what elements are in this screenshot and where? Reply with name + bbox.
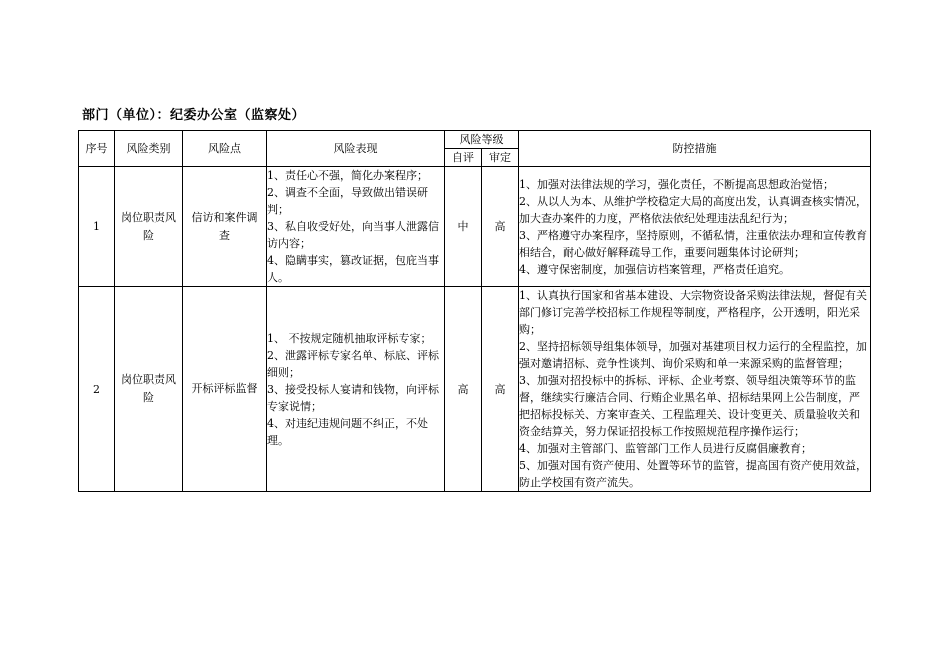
manifestation-item: 3、接受投标人宴请和钱物，向评标专家说情； xyxy=(267,382,439,413)
row-manifestation xyxy=(267,167,445,287)
measure-item: 2、从以人为本、从维护学校稳定大局的高度出发，认真调查核实情况，加大查办案件的力度，严格依法依纪处理违法乱纪行为； xyxy=(519,194,867,225)
measure-item: 1、认真执行国家和省基本建设、大宗物资设备采购法律法规，督促有关部门修订完善学校招标工作规程等制度，严格程序，公开透明，阳光采购； xyxy=(519,289,867,336)
row-point xyxy=(183,287,267,492)
measure-item: 4、遵守保密制度，加强信访档案管理，严格责任追究。 xyxy=(519,262,790,276)
row-seq: 2 xyxy=(79,287,115,492)
row-measures xyxy=(519,167,871,287)
row-manifestation xyxy=(267,287,445,492)
header-self-eval: 自评 xyxy=(445,149,482,167)
manifestation-item: 3、私自收受好处，向当事人泄露信访内容； xyxy=(267,220,439,250)
row-category xyxy=(115,287,183,492)
row-review: 高 xyxy=(482,287,519,492)
measure-item: 3、严格遵守办案程序，坚持原则，不循私情，注重依法办理和宣传教育相结合，耐心做好解释疏导工作，重要问题集体讨论研判； xyxy=(519,228,867,259)
header-manifestation: 风险表现 xyxy=(267,131,445,167)
row-review: 高 xyxy=(482,167,519,287)
row-category xyxy=(115,167,183,287)
header-review: 审定 xyxy=(482,149,519,167)
manifestation-item: 4、隐瞒事实，篡改证据，包庇当事人。 xyxy=(267,254,439,284)
header-point: 风险点 xyxy=(183,131,267,167)
row-point-text: 信访和案件调查 xyxy=(191,210,258,242)
row-self-eval: 中 xyxy=(445,167,482,287)
row-self-eval: 高 xyxy=(445,287,482,492)
measure-item: 1、加强对法律法规的学习，强化责任，不断提高思想政治觉悟； xyxy=(519,177,834,191)
manifestation-item: 1、 不按规定随机抽取评标专家； xyxy=(267,331,432,345)
header-category: 风险类别 xyxy=(115,131,183,167)
manifestation-item: 2、泄露评标专家名单、标底、评标细则； xyxy=(267,348,439,379)
manifestation-item: 1、责任心不强，简化办案程序； xyxy=(267,169,428,182)
table-row xyxy=(79,287,871,492)
manifestation-item: 2、调查不全面，导致做出错误研判； xyxy=(267,186,428,216)
row-seq: 1 xyxy=(79,167,115,287)
measure-item: 3、加强对招投标中的拆标、评标、企业考察、领导组决策等环节的监督，继续实行廉洁合同、行贿企业黑名单、招标结果网上公告制度，严把招标投标关、方案审查关、工程监理关、设计变更关、质量验收关和资金结算关，努力保证招投标工作按照规范程序操作运行； xyxy=(519,374,860,438)
row-point-text: 开标评标监督 xyxy=(191,382,258,395)
measure-item: 4、加强对主管部门、监管部门工作人员进行反腐倡廉教育； xyxy=(519,442,812,455)
table-header-row xyxy=(79,131,871,149)
risk-table xyxy=(78,130,871,492)
row-category-text: 岗位职责风险 xyxy=(121,210,176,242)
measure-item: 2、坚持招标领导组集体领导，加强对基建项目权力运行的全程监控，加强对邀请招标、竞争性谈判、询价采购和单一来源采购的监督管理； xyxy=(519,340,867,370)
row-category-text: 岗位职责风险 xyxy=(121,373,176,404)
department-title: 部门（单位）：纪委办公室（监察处） xyxy=(82,108,306,123)
row-measures xyxy=(519,287,871,492)
table-row xyxy=(79,167,871,287)
measure-item: 5、加强对国有资产使用、处置等环节的监管，提高国有资产使用效益，防止学校国有资产流失。 xyxy=(519,459,867,489)
header-seq: 序号 xyxy=(79,131,115,167)
manifestation-item: 4、对违纪违规问题不纠正，不处理。 xyxy=(267,416,428,447)
header-level: 风险等级 xyxy=(445,131,519,149)
row-point xyxy=(183,167,267,287)
header-measures: 防控措施 xyxy=(519,131,871,167)
